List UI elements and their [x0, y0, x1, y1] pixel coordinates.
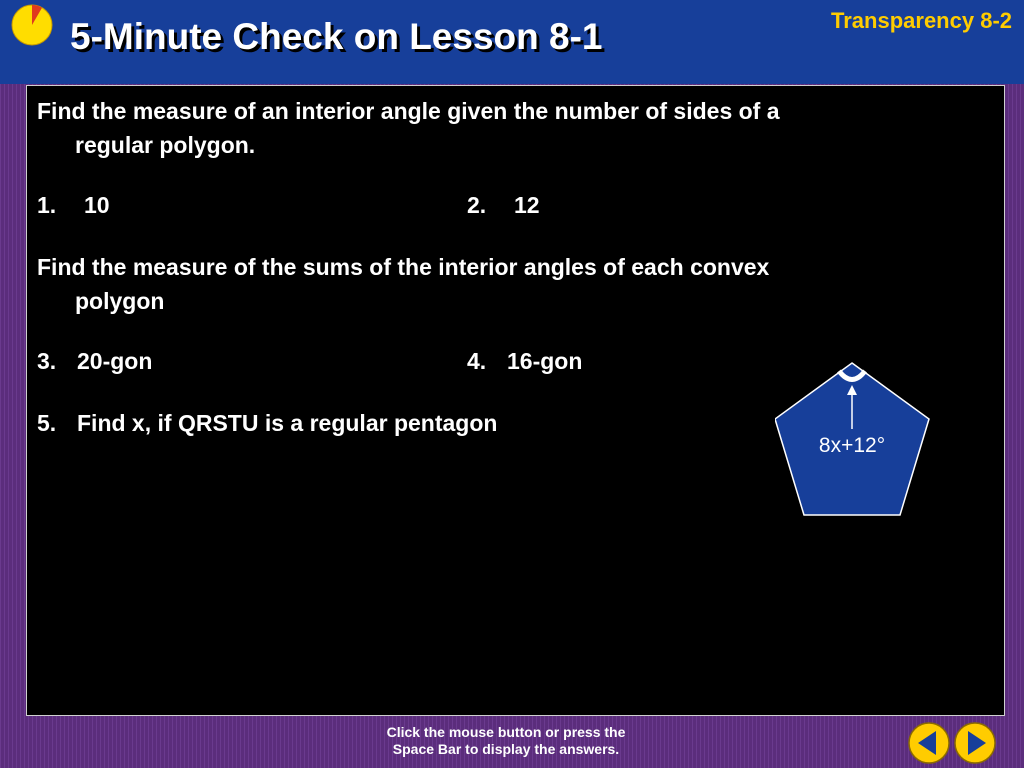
- question-number: 2.: [467, 192, 487, 218]
- back-button[interactable]: [907, 721, 951, 765]
- instruction-2-line-2: polygon: [75, 288, 165, 314]
- question-text: 12: [514, 192, 540, 218]
- question-number: 4.: [467, 348, 487, 374]
- instruction-line-2: Space Bar to display the answers.: [392, 741, 620, 757]
- transparency-label: Transparency 8-2: [831, 8, 1012, 33]
- clock-icon: [10, 1, 54, 49]
- question-text: 10: [84, 192, 110, 218]
- instruction-1-line-2: regular polygon.: [75, 132, 256, 158]
- angle-label: 8x+12°: [818, 434, 886, 457]
- question-text: 20-gon: [77, 348, 153, 374]
- slide-title: 5-Minute Check on Lesson 8-1: [70, 16, 603, 57]
- question-number: 5.: [37, 410, 57, 436]
- pentagon-figure: [775, 358, 935, 520]
- content-panel: [26, 85, 1005, 716]
- instruction-line-1: Click the mouse button or press the: [386, 724, 626, 740]
- question-text: 16-gon: [507, 348, 583, 374]
- forward-button[interactable]: [953, 721, 997, 765]
- instruction-1: [37, 94, 780, 162]
- navigation-instructions: [0, 724, 1012, 758]
- question-number: 1.: [37, 192, 57, 218]
- instruction-2-line-1: Find the measure of the sums of the interior angles of each convex: [37, 254, 770, 280]
- header-bar: [0, 0, 1024, 84]
- question-number: 3.: [37, 348, 57, 374]
- instruction-1-line-1: Find the measure of an interior angle given the number of sides of a: [37, 98, 780, 124]
- question-text: Find x, if QRSTU is a regular pentagon: [77, 410, 498, 436]
- instruction-2: [37, 250, 769, 318]
